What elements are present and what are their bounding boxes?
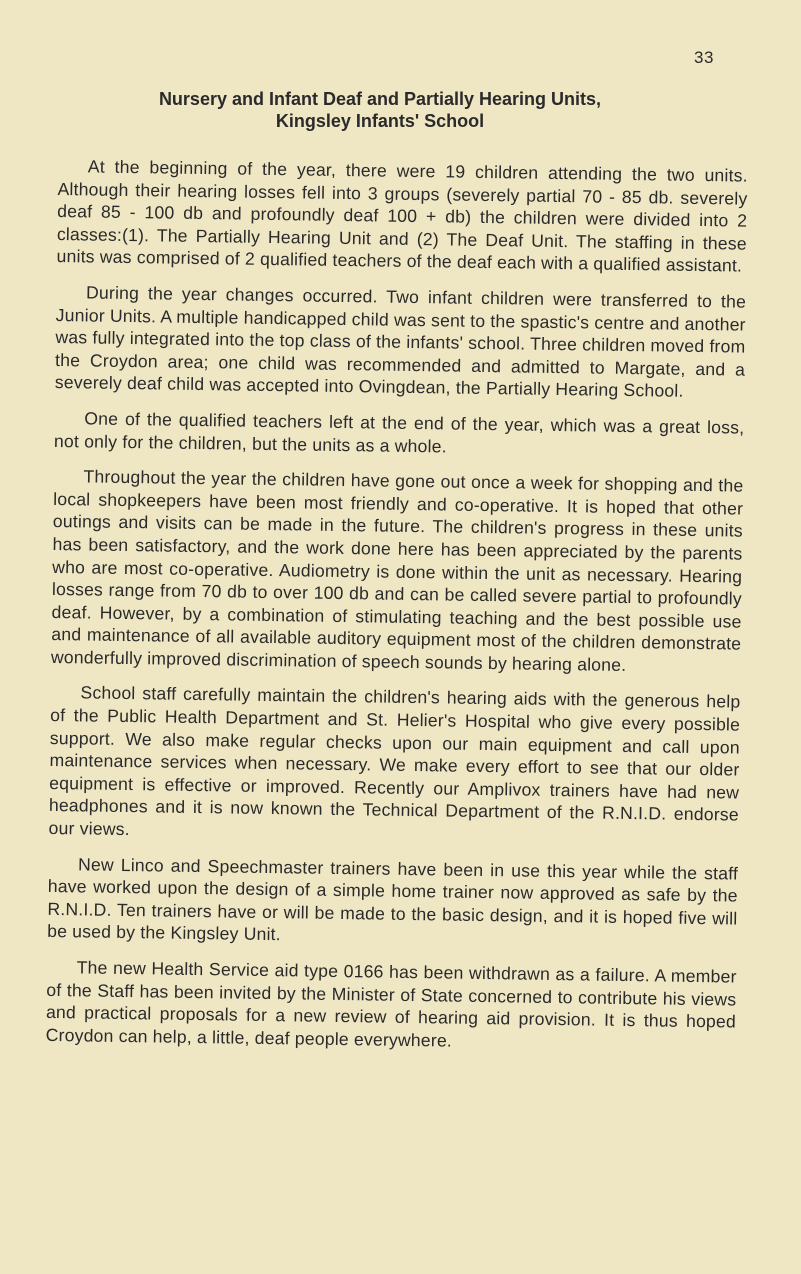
paragraph-6: New Linco and Speechmaster trainers have been in use this year while the staff have worked upon the design of a simple home trainer now approved as safe by the R.N.I.D. Ten trainers have or will be made to the basic design, and it is hoped five will be used by the Kingsley Unit. [47,853,739,945]
paragraph-1: At the beginning of the year, there were 19 children attending the two units. Although their hearing losses fell into 3 groups (severely partial 70 - 85 db. severely deaf 85 - 100 db and profoundly deaf 100 + db) the children were divided into 2 classes:(1). The Partially Hearing Unit and (2) The Deaf Unit. The staffing in these units was comprised of 2 qualified teachers of the deaf each with a qualified assistant. [56,156,748,276]
body-text [45,155,748,1069]
paragraph-3: One of the qualified teachers left at the end of the year, which was a great loss, not only for the children, but the units as a whole. [53,408,745,456]
paragraph-5: School staff carefully maintain the children's hearing aids with the generous help of the Public Health Department and St. Helier's Hospital who give every possible support. We also make regular checks upon our main equipment and call upon maintenance services when necessary. We make every effort to see that our older equipment is effective or improved. Recently our Amplivox trainers have had new headphones and it is now known the Technical Department of the R.N.I.D. endorse our views. [48,682,741,840]
page-heading [100,88,660,132]
heading-subtitle: Kingsley Infants' School [275,111,485,131]
paragraph-7: The new Health Service aid type 0166 has been withdrawn as a failure. A member of the Staff has been invited by the Minister of State concerned to contribute his views and practical proposals for a new review of hearing aid provision. It is thus hoped Croydon can help, a little, deaf people everywhere. [45,957,737,1051]
page-number: 33 [694,48,714,67]
paragraph-2: During the year changes occurred. Two infant children were transferred to the Junior Units. A multiple handicapped child was sent to the spastic's centre and another was fully integrated into the top class of the infants' school. Three children moved from the Croydon area; one child was recommended and admitted to Margate, and a severely deaf child was accepted into Ovingdean, the Partially Hearing School. [54,282,747,402]
paragraph-4: Throughout the year the children have gone out once a week for shopping and the local shopkeepers have been most friendly and co-operative. It is hoped that other outings and visits can be made in the future. The children's progress in these units has been satisfactory, and the work done here has been appreciated by the parents who are most co-operative. Audiometry is done within the unit as necessary. Hearing losses range from 70 db to over 100 db and can be called severe partial to profoundly deaf. However, by a combination of stimulating teaching and the best possible use and maintenance of all available auditory equipment most of the children demonstrate wonderfully improved discrimination of speech sounds by hearing alone. [50,466,744,675]
heading-title: Nursery and Infant Deaf and Partially Hearing Units, [158,89,602,109]
